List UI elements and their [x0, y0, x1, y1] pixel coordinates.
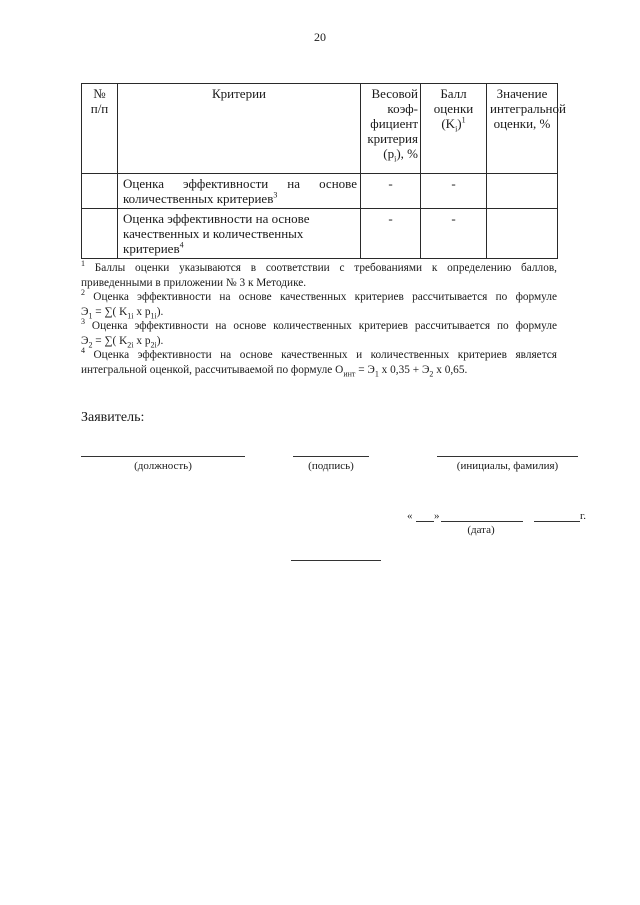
- name-line[interactable]: [437, 456, 578, 457]
- position-caption: (должность): [134, 460, 192, 472]
- cell-value: [487, 174, 558, 209]
- table-row: [82, 174, 558, 209]
- footnote-4: $^4$ Оценка эффективности на основе качественных и количественных критериев является: [81, 346, 557, 361]
- cell-criteria: Оценка эффективности на основе качественных и количественных критериев$^4$: [118, 209, 361, 259]
- signature-caption: (подпись): [308, 460, 354, 472]
- signature-line[interactable]: [293, 456, 369, 457]
- header-num: № п/п: [82, 84, 118, 174]
- footnote-4-formula: интегральной оценкой, рассчитываемой по формуле $О_{инт} = Э_1$ x $0,35 + Э_2$ x 0,65.: [81, 363, 468, 378]
- date-close-quote: »: [434, 510, 440, 522]
- cell-score: -: [421, 209, 487, 259]
- applicant-label: Заявитель:: [81, 410, 145, 425]
- header-score: Балл оценки $(K_i)^1$: [421, 84, 487, 174]
- date-year-line[interactable]: [534, 521, 580, 522]
- name-caption: (инициалы, фамилия): [456, 460, 559, 472]
- date-caption: (дата): [467, 524, 495, 536]
- footnote-2: $^2$ Оценка эффективности на основе качественных критериев рассчитывается по формуле: [81, 288, 557, 303]
- date-month-line[interactable]: [441, 521, 523, 522]
- position-line[interactable]: [81, 456, 245, 457]
- date-year-suffix: г.: [580, 510, 587, 522]
- footnote-1-cont: приведенными в приложении № 3 к Методике.: [81, 276, 307, 289]
- footnote-1: $^1$ Баллы оценки указываются в соответствии с требованиями к определению баллов,: [81, 259, 558, 274]
- cell-score: -: [421, 174, 487, 209]
- date-day-line[interactable]: [416, 521, 434, 522]
- cell-weight: -: [361, 174, 421, 209]
- end-divider: [291, 560, 381, 561]
- footnote-3: $^3$ Оценка эффективности на основе количественных критериев рассчитывается по формуле: [81, 317, 557, 332]
- footnote-2-formula: $Э_1$ = ∑( $K_{1i}$ x $p_{1i}$).: [81, 305, 164, 320]
- date-open-quote: «: [407, 510, 413, 522]
- footnotes: [81, 261, 557, 377]
- header-value: Значение интегральной оценки, %: [487, 84, 558, 174]
- page-number: 20: [314, 30, 326, 44]
- cell-num: [82, 174, 118, 209]
- table-header-row: [82, 84, 558, 174]
- cell-value: [487, 209, 558, 259]
- cell-criteria: Оценка эффективности на основе количественных критериев$^3$: [118, 174, 361, 209]
- cell-weight: -: [361, 209, 421, 259]
- table-row: [82, 209, 558, 259]
- header-criteria: Критерии: [118, 84, 361, 174]
- criteria-table: [81, 83, 566, 259]
- cell-num: [82, 209, 118, 259]
- header-weight: Весовой коэф- фициент критерия $(p_i)$, %: [361, 84, 421, 174]
- footnote-3-formula: $Э_2$ = ∑( $K_{2i}$ x $p_{2i}$).: [81, 334, 164, 349]
